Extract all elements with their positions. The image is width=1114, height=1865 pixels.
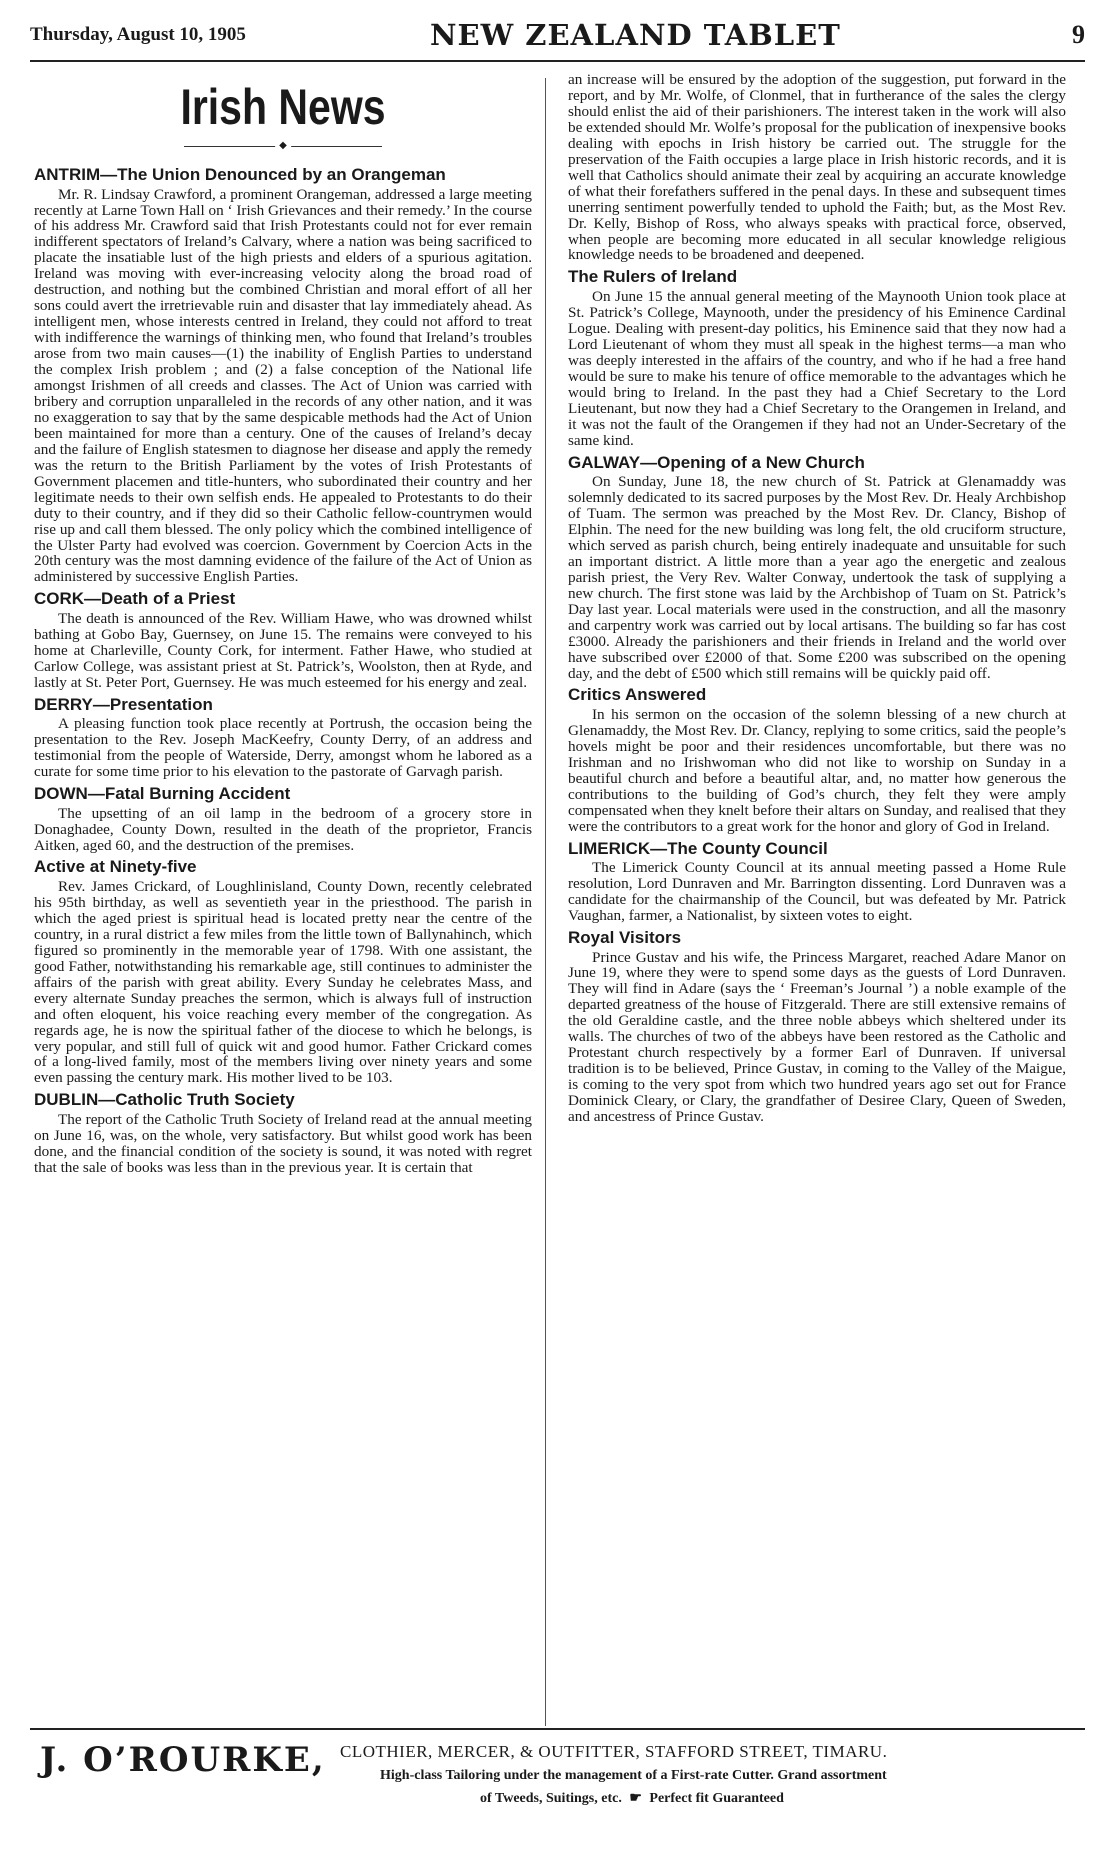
header-title: NEW ZEALAND TABLET [430,18,841,52]
section-cork [34,589,532,690]
section-galway [568,453,1066,682]
header-page-number: 9 [1072,20,1085,49]
section-limerick [568,839,1066,924]
section-body: In his sermon on the occasion of the solemn blessing of a new church at Glenamaddy, the Most Rev. Dr. Clancy, replying to some critics, said the people’s hovels might be poor and their residences uncomfortable, but there was no Irishman and no Irishwoman who did not like to worship on Sunday in a beautiful church and before a beautiful altar, and, no matter how generous the contributions to the building of God’s church, they felt they were amply compensated when they knelt before their altars on Sunday, and realised that they were the contributors to a great work for the honor and glory of God in Ireland. [568,706,1066,835]
section-rulers [568,267,1066,448]
right-column [568,72,1066,1712]
section-heading: CORK—Death of a Priest [34,589,236,609]
section-ninety-five [34,857,532,1086]
page-title: Irish News [180,80,386,135]
advert-line-1: CLOTHIER, MERCER, & OUTFITTER, STAFFORD STREET, TIMARU. [340,1742,888,1761]
section-derry [34,695,532,780]
section-body: Prince Gustav and his wife, the Princess Margaret, reached Adare Manor on June 19, where they were to spend some days as the guests of Lord Dunraven. They will find in Adare (says the ‘ Freeman’s Journal ’) a noble example of the departed greatness of the house of Fitzgerald. There are still extensive remains of the old Geraldine castle, and the three noble abbeys which sheltered under its walls. The churches of two of the abbeys have been restored as the Catholic and Protestant church respectively by a former Earl of Dunraven. If universal tradition is to be believed, Prince Gustav, in coming to the Valley of the Maigue, is coming to the very spot from which two hundred years ago set out for France Dominick Cleary, or Clary, the grandfather of Desiree Clary, Queen of Sweden, and ancestress of Prince Gustav. [568,948,1066,1126]
section-body: Mr. R. Lindsay Crawford, a prominent Orangeman, addressed a large meeting recently at Larne Town Hall on ‘ Irish Grievances and their remedy.’ In the course of his address Mr. Crawford said that Irish Protestants could not for ever remain indifferent spectators of Ireland’s Calvary, where a nation was being sacrificed to placate the insatiable lust of the high priests and elders of a spurious agitation. Ireland was moving with ever-increasing velocity along the broad road of destruction, and nothing but the combined Christian and moral effort of all her sons could avert the irretrievable ruin and disaster that lay immediately ahead. As intelligent men, whose interests centred in Ireland, they could not afford to treat with indifference the warnings of thinking men, who found that Ireland’s troubles arose from two main causes—(1) the inability of English Parties to understand the complex Irish problem ; and (2) a false conception of the National life amongst Irishmen of all creeds and classes. The Act of Union was carried with bribery and corruption unparalleled in the records of any other nation, and it was no exaggeration to say that by the same despicable methods had the Act of Union been maintained for more than a century. One of the causes of Ireland’s decay and the failure of English statesmen to diagnose her disease and apply the remedy was the return to the British Parliament by the votes of Irish Protestants of Government placemen and title-hunters, who subordinated their country and her legitimate needs to their own selfish ends. He appealed to Protestants to do their duty to their country, and if they did so their Catholic fellow-countrymen would rise up and call them blessed. The only policy which the combined intelligence of the Ulster Party had evolved was coercion. Government by Coercion Acts in the 20th century was the most damning evidence of the failure of the Act of Union as administered by successive English Parties. [34,185,532,586]
section-body: The death is announced of the Rev. William Hawe, who was drowned whilst bathing at Gobo Bay, Guernsey, on June 15. The remains were conveyed to his home at Charleville, County Cork, for interment. Father Hawe, who studied at Carlow College, was assistant priest at St. Patrick’s, Woolston, then at Ryde, and lastly at St. Peter Port, Guernsey. He was much esteemed for his energy and zeal. [34,609,532,691]
advertisement [30,1728,1085,1838]
section-body: Rev. James Crickard, of Loughlinisland, County Down, recently celebrated his 95th birthday, as well as seventieth year in the priesthood. The parish in which the aged priest is spiritual head is located pretty near the centre of the country, in a rural district a few miles from the little town of Ballynahinch, which figured so prominently in the memorable year of 1798. With one assistant, the good Father, notwithstanding his remarkable age, still continues to administer the affairs of the parish with great ability. Every Sunday he celebrates Mass, and every alternate Sunday preaches the sermon, which is always full of instruction and often eloquent, his voice reaching every member of the congregation. As regards age, he is now the spiritual father of the diocese to which he belongs, is very popular, and still full of quick wit and good humor. Father Crickard comes of a long-lived family, most of the members living over ninety years and some even passing the century mark. His mother lived to be 103. [34,878,532,1087]
advert-line-2: High-class Tailoring under the management of a First-rate Cutter. Grand assortment [380,1768,887,1783]
section-dublin [34,1090,532,1175]
section-body: A pleasing function took place recently at Portrush, the occasion being the presentation to the Rev. Joseph MacKeefry, County Derry, of an address and testimonial from the people of Waterside, Derry, amongst whom he labored as a curate for some time prior to his elevation to the pastorate of Garvagh parish. [34,715,532,781]
section-body: On June 15 the annual general meeting of the Maynooth Union took place at St. Patrick’s College, Maynooth, under the presidency of his Eminence Cardinal Logue. Dealing with present-day politics, his Eminence said that they now had a Lord Lieutenant of whom they must all speak in the highest terms—a man who was deeply interested in the affairs of the country, and who if he had a free hand would be sure to make his tenure of office memorable to the advantages which he would bring to Ireland. In the past they had a Chief Secretary to the Lord Lieutenant, but now they had a Chief Secretary to the Orangemen in Ireland, and it was not the fault of the Orangemen if they had not an Under-Secretary of the same kind. [568,287,1066,449]
pointing-hand-icon: ☛ [629,1791,642,1806]
section-heading: GALWAY—Opening of a New Church [568,452,865,472]
advert-line-3b: Perfect fit Guaranteed [649,1791,784,1806]
section-body: The upsetting of an oil lamp in the bedroom of a grocery store in Donaghadee, County Down, resulted in the death of the proprietor, Francis Aitken, aged 60, and the destruction of the premises. [34,804,532,854]
section-critics [568,685,1066,834]
section-royal-visitors [568,928,1066,1125]
section-body: On Sunday, June 18, the new church of St. Patrick at Glenamaddy was solemnly dedicated to its sacred purposes by the Most Rev. Dr. Healy Archbishop of Tuam. The sermon was preached by the Most Rev. Dr. Clancy, Bishop of Elphin. The need for the new building was long felt, the old cruciform structure, which served as parish church, being entirely inadequate and unsuitable for such an important district. A little more than a year ago the energetic and zealous parish priest, the Very Rev. Walter Conway, undertook the task of supplying a new church. The first stone was laid by the Archbishop of Tuam on St. Patrick’s Day last year. Local materials were used in the construction, and all the masonry and carpentry work was carried out by local artisans. The building so far has cost £3000. Already the parishioners and their friends in Ireland and the world over have subscribed over £2000 of that. Some £200 was subscribed on the opening day, and the debt of £500 which still remains will be quickly paid off. [568,473,1066,682]
section-heading: Active at Ninety-five [34,857,197,877]
section-heading: DOWN—Fatal Burning Accident [34,784,291,804]
column-divider [545,78,546,1726]
section-heading: DERRY—Presentation [34,694,213,714]
section-continuation [568,72,1066,263]
section-heading: DUBLIN—Catholic Truth Society [34,1090,295,1110]
left-column [34,80,532,1720]
diamond-icon: ◆ [275,141,291,151]
header-rule [30,60,1085,62]
footer-rule [30,1728,1085,1730]
section-body: an increase will be ensured by the adoption of the suggestion, put forward in the report, and by Mr. Wolfe, of Clonmel, that in furtherance of the sales the clergy should enlist the aid of their parishioners. The interest taken in the work will also be extended should Mr. Wolfe’s proposal for the publication of inexpensive books dealing with epochs in Irish history be carried out. The struggle for the preservation of the Faith occupies a large place in Irish historic records, and it is well that Catholics should animate their zeal by acquiring an accurate knowledge of what their forefathers suffered in the penal days. In these and subsequent times unerring sentiment powerfully tended to uphold the Faith; but, as the Most Rev. Dr. Kelly, Bishop of Ross, who always speaks with practical force, observed, when people are becoming more educated in all secular knowledge religious knowledge needs to be broadened and deepened. [568,72,1066,264]
section-heading: Critics Answered [568,685,707,705]
advert-name: J. O’ROURKE, [40,1740,326,1780]
header-date: Thursday, August 10, 1905 [30,24,246,45]
section-body: The Limerick County Council at its annual meeting passed a Home Rule resolution, Lord Dunraven and Mr. Barrington dissenting. Lord Dunraven was a candidate for the chairmanship of the Council, but was defeated by Mr. Patrick Vaughan, farmer, a Nationalist, by sixteen votes to eight. [568,859,1066,925]
page-header [30,18,1085,64]
section-heading: ANTRIM—The Union Denounced by an Orangeman [34,165,446,184]
title-ornament [34,141,532,151]
advert-line-3 [480,1790,784,1807]
section-heading: Royal Visitors [568,927,682,947]
section-down [34,784,532,853]
section-heading: LIMERICK—The County Council [568,838,828,858]
advert-line-3a: of Tweeds, Suitings, etc. [480,1791,622,1806]
section-antrim [34,165,532,585]
section-heading: The Rulers of Ireland [568,267,738,287]
section-body: The report of the Catholic Truth Society of Ireland read at the annual meeting on June 16, was, on the whole, very satisfactory. But whilst good work has been done, and the financial condition of the society is sound, it was noted with regret that the sale of books was less than in the previous year. It is certain that [34,1110,532,1176]
